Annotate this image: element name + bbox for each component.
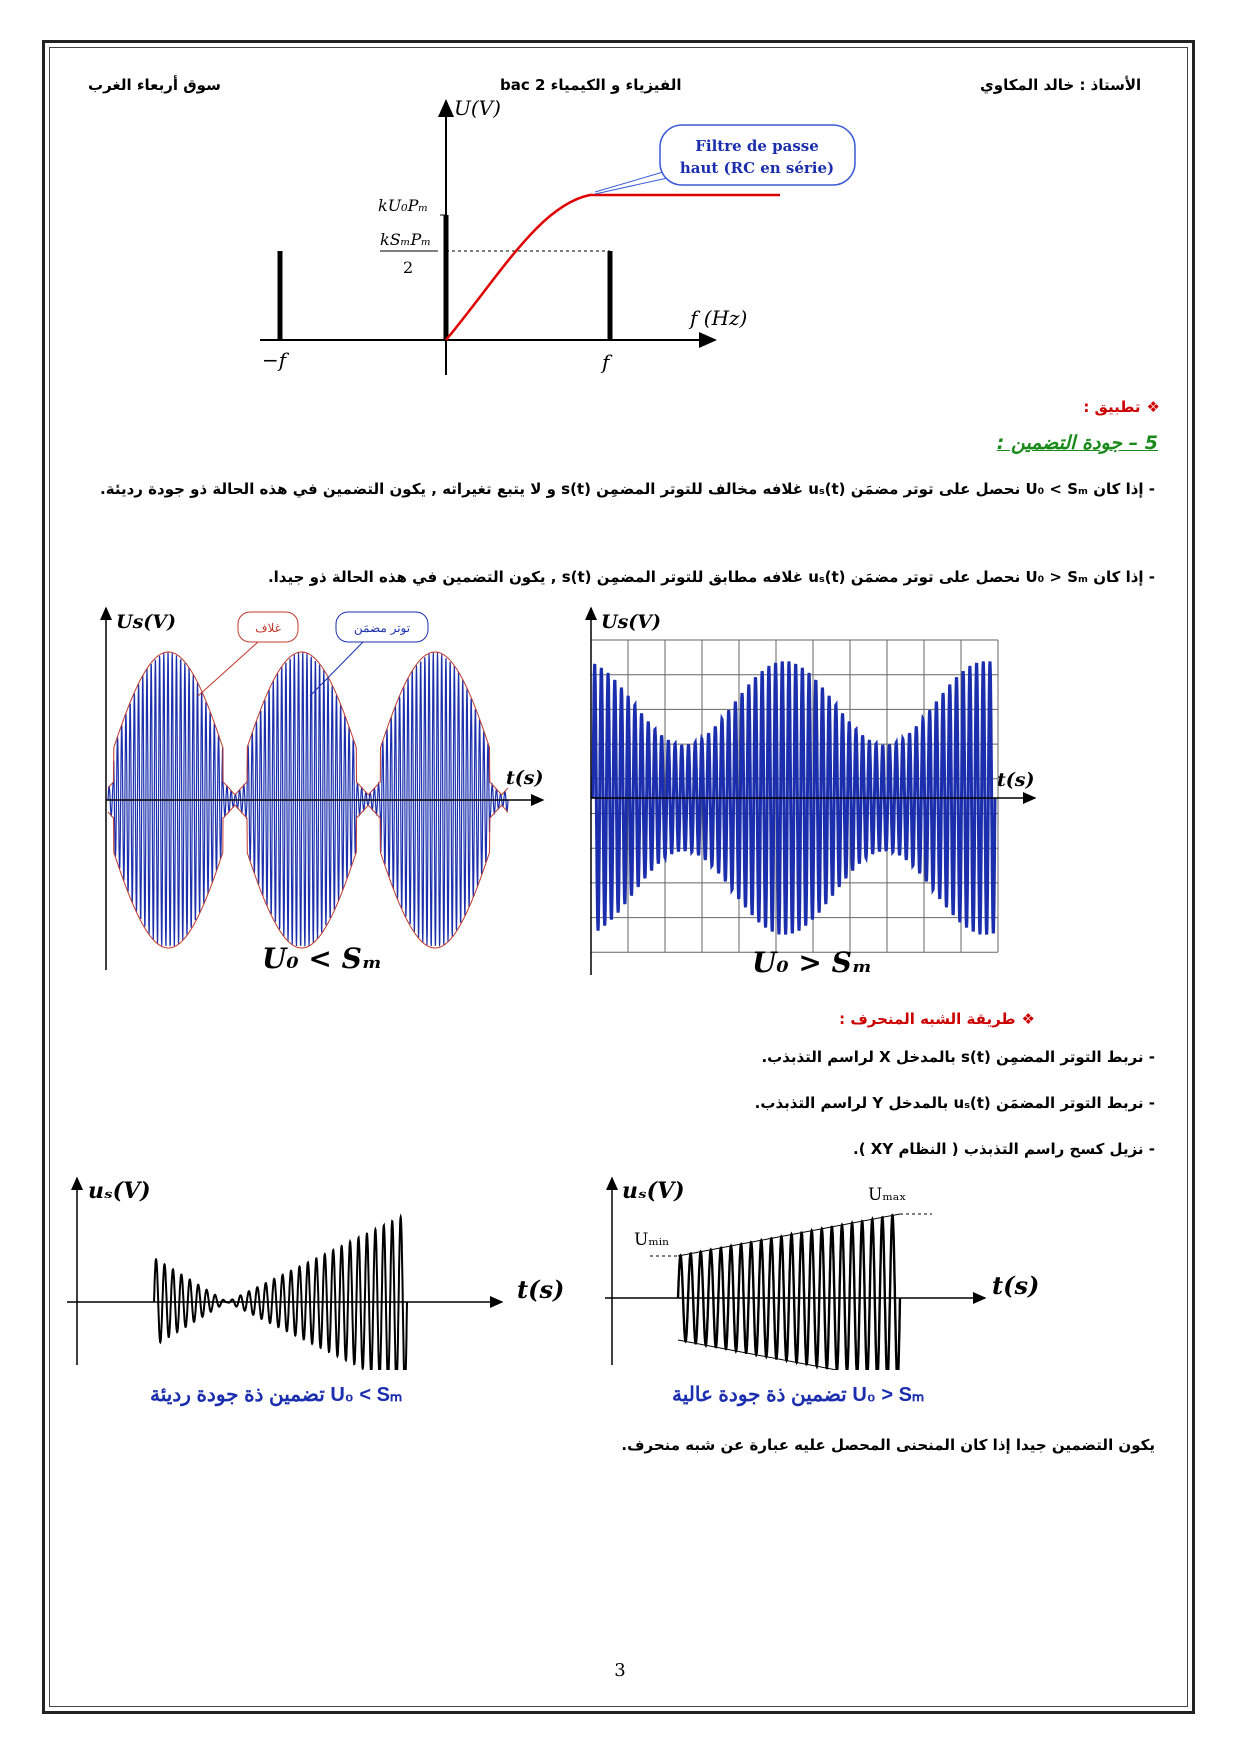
spectrum-diagram	[260, 95, 860, 429]
step-1: - نربط التوتر المضمِن s(t) بالمدخل X لراسم التذبذب.	[761, 1048, 1155, 1066]
g4-trapezoid-top	[678, 1214, 900, 1256]
graph-good-modulation	[583, 600, 1043, 984]
callout-line-1: Filtre de passe	[695, 137, 819, 155]
graph-good-trapezoid-svg	[600, 1170, 1080, 1370]
graph-poor-trapezoid	[62, 1170, 582, 1374]
g4-y-label: uₛ(V)	[622, 1178, 685, 1204]
level-side-den: 2	[403, 258, 414, 277]
header-subject: الفيزياء و الكيمياء 2 bac	[500, 76, 682, 94]
trapezoid-heading: ❖طريقة الشبه المنحرف :	[839, 1010, 1035, 1028]
level-top-label: kU₀Pₘ	[378, 196, 429, 215]
tick-plus-f: f	[602, 350, 610, 374]
step-2: - نربط التوتر المضمَن uₛ(t) بالمدخل Y لراسم التذبذب.	[754, 1094, 1155, 1112]
paragraph-poor-quality: - إذا كان U₀ < Sₘ نحصل على توتر مضمَن uₛ(t) غلافه مخالف للتوتر المضمِن s(t) و لا يتبع تغيراته , يكون التضمين في هذه الحالة ذو جودة رديئة.	[100, 480, 1155, 498]
g1-y-label: Us(V)	[116, 611, 176, 633]
callout-line-2: haut (RC en série)	[679, 159, 835, 177]
g2-x-label: t(s)	[997, 769, 1035, 791]
page-number: 3	[614, 1660, 626, 1681]
level-side-num: kSₘPₘ	[380, 230, 432, 249]
diamond-bullet-icon: ❖	[1021, 1010, 1035, 1028]
conclusion: يكون التضمين جيدا إذا كان المنحنى المحصل عليه عبارة عن شبه منحرف.	[621, 1436, 1155, 1454]
g1-x-label: t(s)	[506, 767, 544, 789]
graph-poor-trapezoid-svg	[62, 1170, 582, 1370]
spectrum-y-label: U(V)	[454, 96, 501, 120]
g2-caption: U₀ > Sₘ	[752, 946, 873, 979]
header-teacher: الأستاذ : خالد المكاوي	[980, 76, 1142, 94]
section-title: 5 – جودة التضمين :	[996, 432, 1158, 454]
step-3: - نزيل كسح راسم التذبذب ( النظام XY ).	[853, 1140, 1155, 1158]
diamond-bullet-icon: ❖	[1146, 398, 1160, 416]
header-place: سوق أربعاء الغرب	[88, 76, 221, 94]
u-max-label: Uₘₐₓ	[868, 1185, 907, 1205]
paragraph-good-quality: - إذا كان U₀ > Sₘ نحصل على توتر مضمَن uₛ(t) غلافه مطابق للتوتر المضمِن s(t) , يكون التضمين في هذه الحالة ذو جيدا.	[267, 568, 1155, 586]
spectrum-x-label: f (Hz)	[690, 306, 748, 330]
envelope-callout-text: غلاف	[255, 621, 281, 635]
g3-x-label: t(s)	[517, 1275, 565, 1304]
g3-caption: U₀ < Sₘ تضمين ذة جودة رديئة	[150, 1384, 403, 1406]
g3-y-label: uₛ(V)	[88, 1178, 151, 1204]
modulated-callout-text: توتر مضمَن	[353, 621, 411, 635]
graph-good-trapezoid	[600, 1170, 1080, 1374]
g4-x-label: t(s)	[992, 1271, 1040, 1300]
g1-modulated-wave	[108, 652, 508, 946]
u-min-label: Uₘᵢₙ	[634, 1230, 670, 1250]
application-heading: ❖تطبيق :	[1083, 398, 1160, 416]
graph-good-modulation-svg	[583, 600, 1043, 980]
g2-y-label: Us(V)	[601, 611, 661, 633]
g4-xy-trace	[678, 1216, 900, 1371]
graph-overmodulation	[98, 600, 558, 984]
spectrum-svg	[260, 95, 860, 425]
g1-caption: U₀ < Sₘ	[262, 942, 383, 975]
graph-overmodulation-svg	[98, 600, 558, 980]
g4-caption: U₀ > Sₘ تضمين ذة جودة عالية	[672, 1384, 925, 1406]
g3-xy-trace	[154, 1217, 407, 1370]
tick-minus-f: −f	[262, 348, 287, 372]
